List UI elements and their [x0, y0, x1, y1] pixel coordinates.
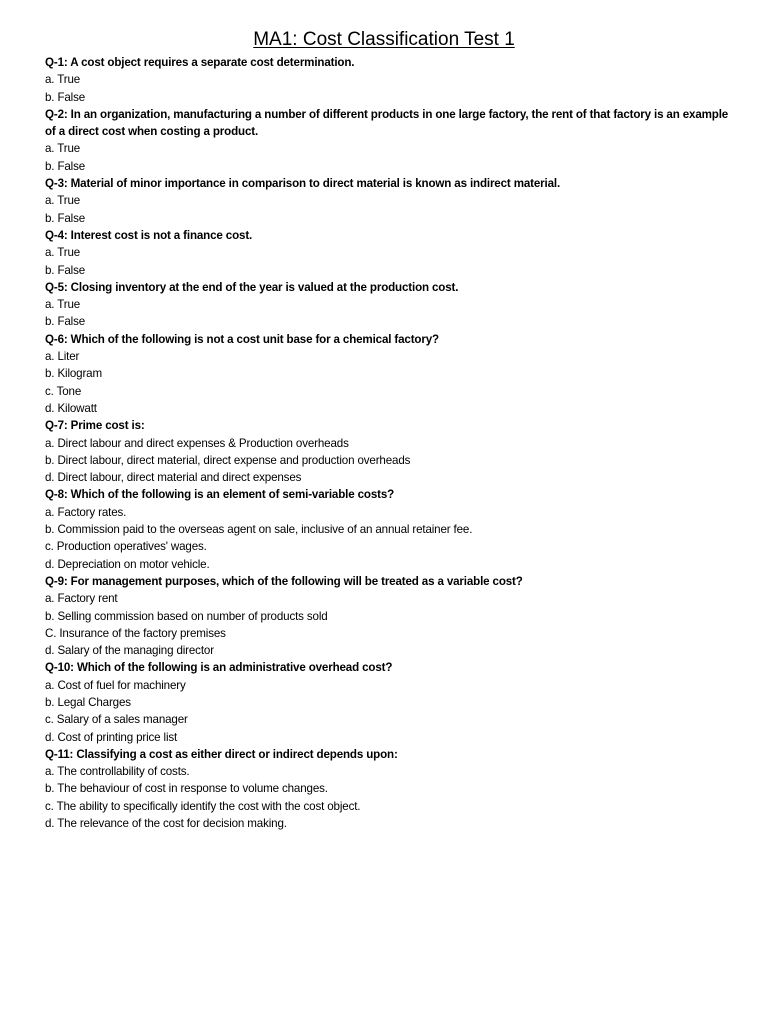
answer-option: a. Direct labour and direct expenses & Production overheads	[45, 436, 349, 450]
answer-option: a. True	[45, 246, 81, 260]
question-text: Q-5: Closing inventory at the end of the year is valued at the production cost.	[45, 280, 459, 294]
question-text: Q-6: Which of the following is not a cost unit base for a chemical factory?	[45, 332, 439, 346]
answer-option: c. Tone	[45, 384, 82, 398]
question-text: Q-9: For management purposes, which of the following will be treated as a variable cost?	[45, 574, 523, 588]
question-2	[45, 106, 735, 175]
question-text: Q-7: Prime cost is:	[45, 419, 145, 433]
question-text: Q-4: Interest cost is not a finance cost.	[45, 228, 253, 242]
answer-option: a. True	[45, 194, 81, 208]
question-3	[45, 175, 735, 227]
answer-option: b. The behaviour of cost in response to volume changes.	[45, 782, 328, 796]
answer-option: b. False	[45, 263, 86, 277]
answer-option: C. Insurance of the factory premises	[45, 626, 226, 640]
question-7	[45, 417, 735, 486]
answer-option: b. Commission paid to the overseas agent on sale, inclusive of an annual retainer fee.	[45, 523, 473, 537]
answer-option: a. True	[45, 298, 81, 312]
answer-option: b. Legal Charges	[45, 695, 131, 709]
answer-option: a. Factory rates.	[45, 505, 127, 519]
question-5	[45, 279, 735, 331]
answer-option: d. Depreciation on motor vehicle.	[45, 557, 210, 571]
question-text: Q-10: Which of the following is an administrative overhead cost?	[45, 661, 393, 675]
question-6	[45, 331, 735, 417]
answer-option: b. False	[45, 315, 86, 329]
answer-option: c. Salary of a sales manager	[45, 713, 188, 727]
question-text: Q-2: In an organization, manufacturing a number of different products in one large factory, the rent of that factory is an example of a direct cost when costing a product.	[45, 107, 729, 139]
answer-option: d. Salary of the managing director	[45, 644, 214, 658]
question-text: Q-1: A cost object requires a separate cost determination.	[45, 56, 355, 69]
answer-option: d. Kilowatt	[45, 401, 97, 415]
answer-option: b. Selling commission based on number of products sold	[45, 609, 328, 623]
answer-option: a. Liter	[45, 350, 80, 364]
question-10	[45, 659, 735, 745]
question-8	[45, 486, 735, 572]
answer-option: b. False	[45, 211, 86, 225]
answer-option: d. Cost of printing price list	[45, 730, 178, 744]
answer-option: b. Kilogram	[45, 367, 102, 381]
question-list	[45, 54, 735, 832]
answer-option: b. False	[45, 159, 86, 173]
answer-option: a. True	[45, 73, 81, 87]
answer-option: c. The ability to specifically identify the cost with the cost object.	[45, 799, 361, 813]
answer-option: d. The relevance of the cost for decision making.	[45, 817, 287, 831]
answer-option: a. True	[45, 142, 81, 156]
question-text: Q-8: Which of the following is an element of semi-variable costs?	[45, 488, 395, 502]
answer-option: a. Factory rent	[45, 592, 118, 606]
answer-option: b. False	[45, 90, 86, 104]
question-text: Q-11: Classifying a cost as either direct or indirect depends upon:	[45, 747, 398, 761]
question-4	[45, 227, 735, 279]
page-title: MA1: Cost Classification Test 1	[253, 29, 515, 50]
answer-option: b. Direct labour, direct material, direct expense and production overheads	[45, 453, 411, 467]
answer-option: a. Cost of fuel for machinery	[45, 678, 186, 692]
question-1	[45, 54, 735, 106]
answer-option: c. Production operatives' wages.	[45, 540, 207, 554]
question-9	[45, 573, 735, 659]
answer-option: d. Direct labour, direct material and direct expenses	[45, 471, 302, 485]
question-text: Q-3: Material of minor importance in comparison to direct material is known as indirect material.	[45, 177, 561, 191]
question-11	[45, 746, 735, 832]
answer-option: a. The controllability of costs.	[45, 765, 190, 779]
